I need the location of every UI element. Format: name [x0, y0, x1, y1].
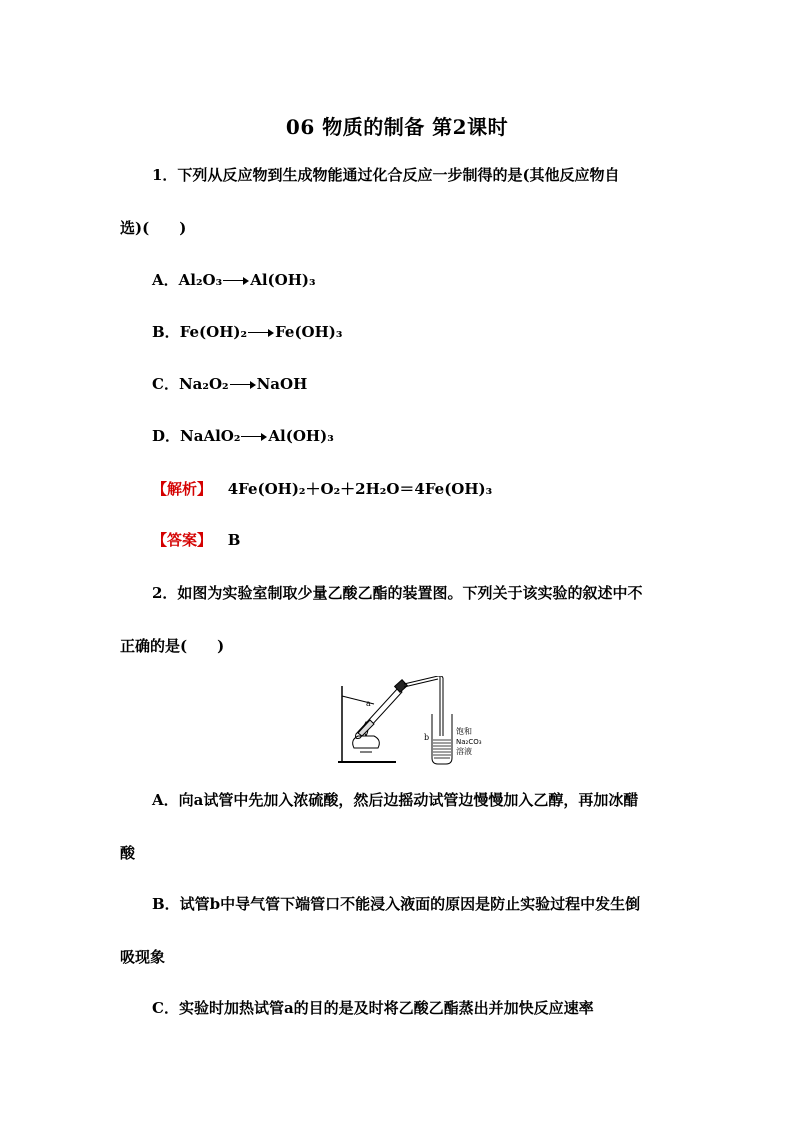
q1-stem-line1 [152, 164, 676, 185]
solution-label-line1: 饱和 [456, 727, 472, 736]
q1-answer [152, 529, 240, 550]
analysis-equation: 4Fe(OH)₂＋O₂＋2H₂O＝4Fe(OH)₃ [227, 480, 493, 498]
q2-stem-line2: 正确的是( ) [120, 637, 225, 655]
q2-stem-line1 [152, 582, 676, 603]
answer-value: B [227, 531, 241, 549]
page-title: 06 物质的制备 第2课时 [285, 115, 509, 139]
ester-apparatus-diagram [336, 676, 496, 768]
product: Al(OH)₃ [268, 427, 334, 445]
product: Al(OH)₃ [250, 271, 316, 289]
q2-option-b-line2: 吸现象 [120, 948, 166, 966]
option-label: A． [152, 271, 179, 289]
option-label: B． [152, 323, 180, 341]
q2-option-a-line1 [152, 789, 676, 810]
q1-option-a [152, 269, 316, 290]
reactant: Na₂O₂ [178, 375, 229, 393]
reaction-arrow-icon [230, 380, 256, 390]
option-a-text: A．向a试管中先加入浓硫酸，然后边摇动试管边慢慢加入乙醇，再加冰醋 [152, 791, 639, 809]
reactant: Al₂O₃ [178, 271, 223, 289]
q1-option-c [152, 373, 307, 394]
reactant: NaAlO₂ [180, 427, 241, 445]
q2-stem-text: 2．如图为实验室制取少量乙酸乙酯的装置图。下列关于该实验的叙述中不 [152, 584, 643, 602]
solution-label-line2: Na₂CO₃ [456, 738, 482, 746]
answer-tag: 【答案】 [152, 531, 213, 549]
label-b: b [424, 733, 430, 742]
reactant: Fe(OH)₂ [179, 323, 248, 341]
q2-option-a-line2: 酸 [120, 844, 136, 862]
reaction-arrow-icon [241, 432, 267, 442]
q1-option-d [152, 425, 334, 446]
analysis-tag: 【解析】 [152, 480, 213, 498]
apparatus-figure [336, 676, 496, 772]
product: NaOH [256, 375, 308, 393]
q1-stem-line2: 选)( ) [120, 219, 187, 237]
reaction-arrow-icon [248, 328, 274, 338]
q1-stem-text: 1．下列从反应物到生成物能通过化合反应一步制得的是(其他反应物自 [152, 166, 620, 184]
label-a: a [366, 699, 371, 708]
option-label: D． [152, 427, 181, 445]
option-label: C． [152, 375, 179, 393]
q2-option-b-line1 [152, 893, 676, 914]
reaction-arrow-icon [223, 276, 249, 286]
q1-analysis [152, 478, 492, 499]
option-b-text: B．试管b中导气管下端管口不能浸入液面的原因是防止实验过程中发生倒 [152, 895, 641, 913]
solution-label-line3: 溶液 [456, 747, 472, 756]
q1-option-b [152, 321, 342, 342]
q2-option-c-line1: C．实验时加热试管a的目的是及时将乙酸乙酯蒸出并加快反应速率 [152, 999, 594, 1017]
product: Fe(OH)₃ [275, 323, 343, 341]
